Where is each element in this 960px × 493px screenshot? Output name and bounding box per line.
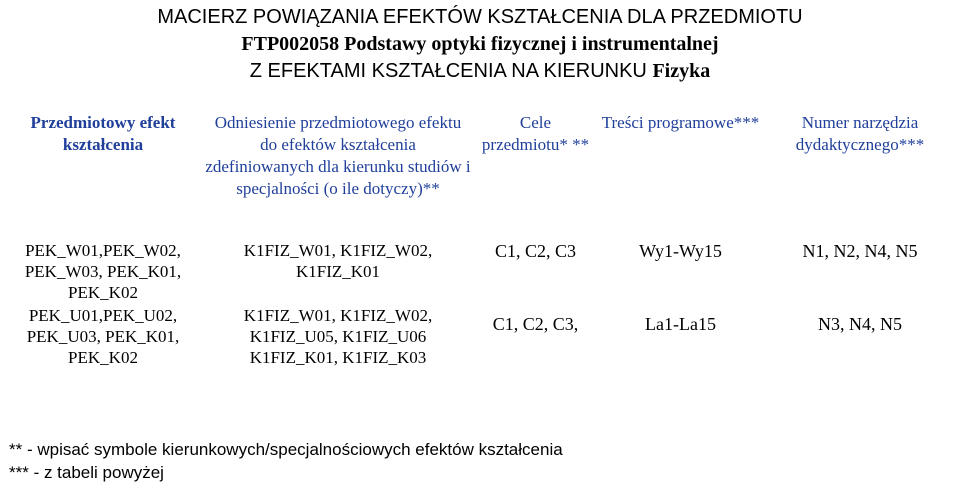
cell-program-content: La1-La15 — [645, 314, 716, 334]
title-field-of-study: Fizyka — [652, 60, 711, 82]
title-line-1: MACIERZ POWIĄZANIA EFEKTÓW KSZTAŁCENIA DLA PRZEDMIOTU — [157, 6, 803, 28]
document-title — [0, 4, 960, 85]
cell-course-effect: PEK_U01,PEK_U02, PEK_U03, PEK_K01, PEK_K02 — [26, 306, 180, 367]
cell-program-content: Wy1-Wy15 — [639, 241, 722, 261]
cell-course-effect: PEK_W01,PEK_W02, PEK_W03, PEK_K01, PEK_K02 — [24, 241, 182, 302]
header-course-effect: Przedmiotowy efekt kształcenia — [30, 113, 176, 154]
table-row — [3, 240, 957, 303]
header-teaching-tool-number: Numer narzędzia dydaktycznego*** — [795, 113, 925, 154]
header-program-content: Treści programowe*** — [601, 113, 760, 132]
cell-teaching-tools: N3, N4, N5 — [818, 314, 902, 334]
cell-course-goals: C1, C2, C3, — [492, 314, 579, 334]
table-header-row — [3, 112, 957, 240]
footnote-2: *** - z tabeli powyżej — [9, 463, 164, 482]
header-course-goals: Cele przedmiotu* ** — [481, 113, 590, 154]
title-line-2-course: FTP002058 Podstawy optyki fizycznej i instrumentalnej — [241, 33, 719, 55]
footnotes — [9, 438, 563, 484]
title-line-3 — [0, 58, 960, 85]
title-line-3-prefix: Z EFEKTAMI KSZTAŁCENIA NA KIERUNKU — [249, 60, 647, 82]
cell-teaching-tools: N1, N2, N4, N5 — [802, 241, 918, 261]
cell-reference: K1FIZ_W01, K1FIZ_W02, K1FIZ_U05, K1FIZ_U06 K1FIZ_K01, K1FIZ_K03 — [243, 306, 433, 367]
cell-course-goals: C1, C2, C3 — [494, 241, 577, 261]
table-row — [3, 303, 957, 368]
footnote-1: ** - wpisać symbole kierunkowych/specjalnościowych efektów kształcenia — [9, 440, 563, 459]
header-reference: Odniesienie przedmiotowego efektu do efektów kształcenia zdefiniowanych dla kierunku studiów i specjalności (o ile dotyczy)** — [205, 113, 471, 198]
effects-matrix-table — [3, 112, 957, 368]
cell-reference: K1FIZ_W01, K1FIZ_W02, K1FIZ_K01 — [243, 241, 433, 281]
